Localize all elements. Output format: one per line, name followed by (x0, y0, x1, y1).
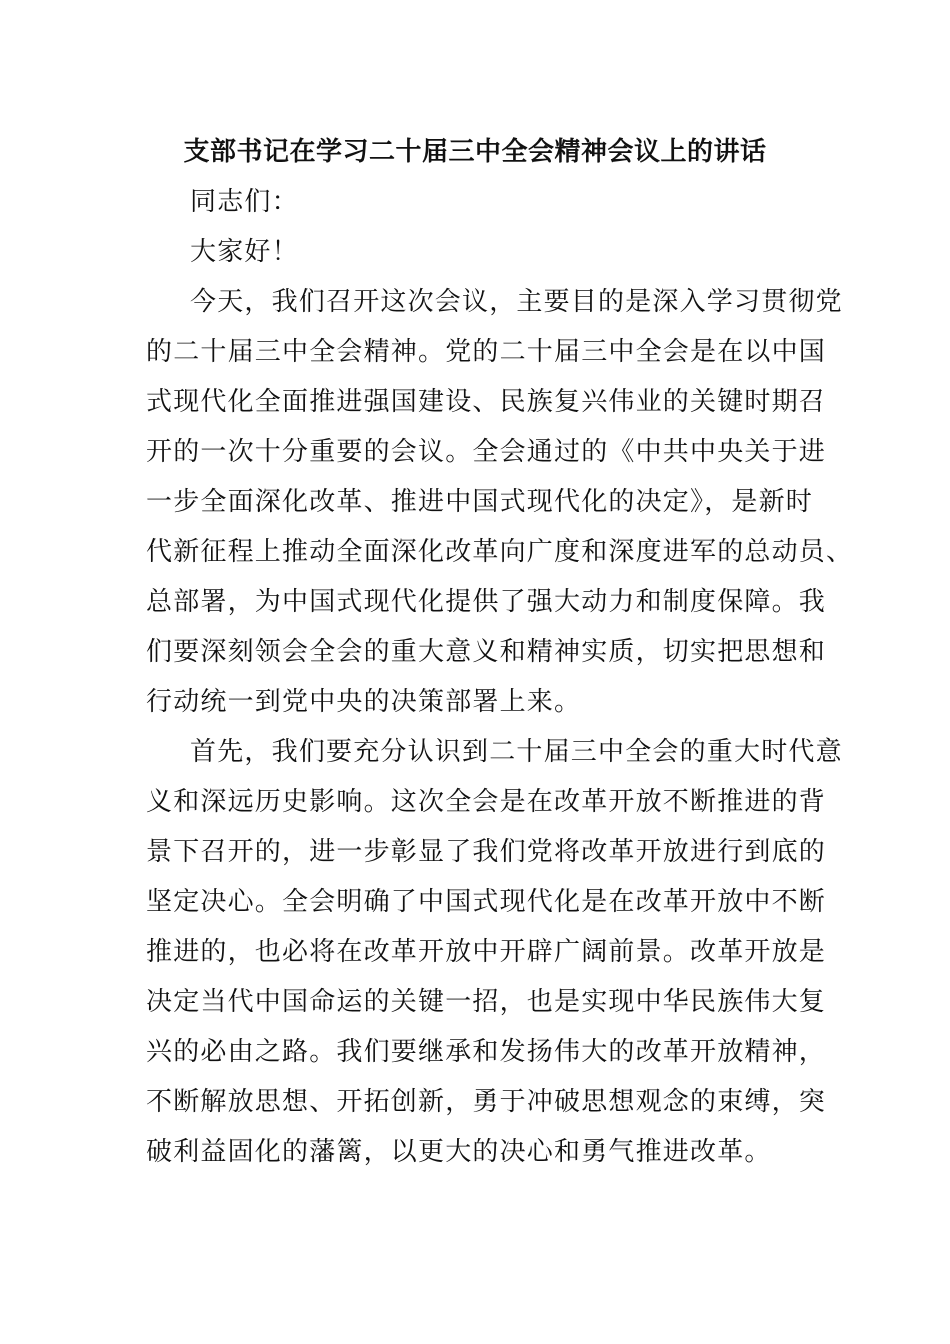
paragraph-line: 坚定决心。全会明确了中国式现代化是在改革开放中不断 (146, 887, 827, 917)
paragraph-line: 推进的，也必将在改革开放中开辟广阔前景。改革开放是 (146, 937, 827, 967)
paragraph-line: 首先，我们要充分认识到二十届三中全会的重大时代意 (190, 737, 843, 767)
salutation: 同志们： (190, 187, 299, 217)
document-title: 支部书记在学习二十届三中全会精神会议上的讲话 (183, 137, 767, 167)
paragraph-line: 开的一次十分重要的会议。全会通过的《中共中央关于进 (146, 437, 827, 467)
paragraph-line: 兴的必由之路。我们要继承和发扬伟大的改革开放精神， (146, 1037, 827, 1067)
paragraph-line: 行动统一到党中央的决策部署上来。 (146, 687, 582, 717)
paragraph-line: 决定当代中国命运的关键一招，也是实现中华民族伟大复 (146, 987, 827, 1017)
paragraph-line: 们要深刻领会全会的重大意义和精神实质，切实把思想和 (146, 637, 827, 667)
paragraph-line: 式现代化全面推进强国建设、民族复兴伟业的关键时期召 (146, 387, 827, 417)
paragraph-line: 的二十届三中全会精神。党的二十届三中全会是在以中国 (146, 337, 827, 367)
paragraph-line: 总部署，为中国式现代化提供了强大动力和制度保障。我 (146, 587, 827, 617)
paragraph-line: 义和深远历史影响。这次全会是在改革开放不断推进的背 (146, 787, 827, 817)
paragraph-line: 今天，我们召开这次会议，主要目的是深入学习贯彻党 (190, 287, 843, 317)
paragraph-line: 破利益固化的藩篱，以更大的决心和勇气推进改革。 (146, 1137, 772, 1167)
paragraph-line: 一步全面深化改革、推进中国式现代化的决定》，是新时 (146, 487, 814, 517)
greeting: 大家好！ (190, 237, 299, 267)
paragraph-line: 代新征程上推动全面深化改革向广度和深度进军的总动员、 (146, 537, 854, 567)
paragraph-line: 景下召开的，进一步彰显了我们党将改革开放进行到底的 (146, 837, 827, 867)
paragraph-line: 不断解放思想、开拓创新，勇于冲破思想观念的束缚，突 (146, 1087, 827, 1117)
